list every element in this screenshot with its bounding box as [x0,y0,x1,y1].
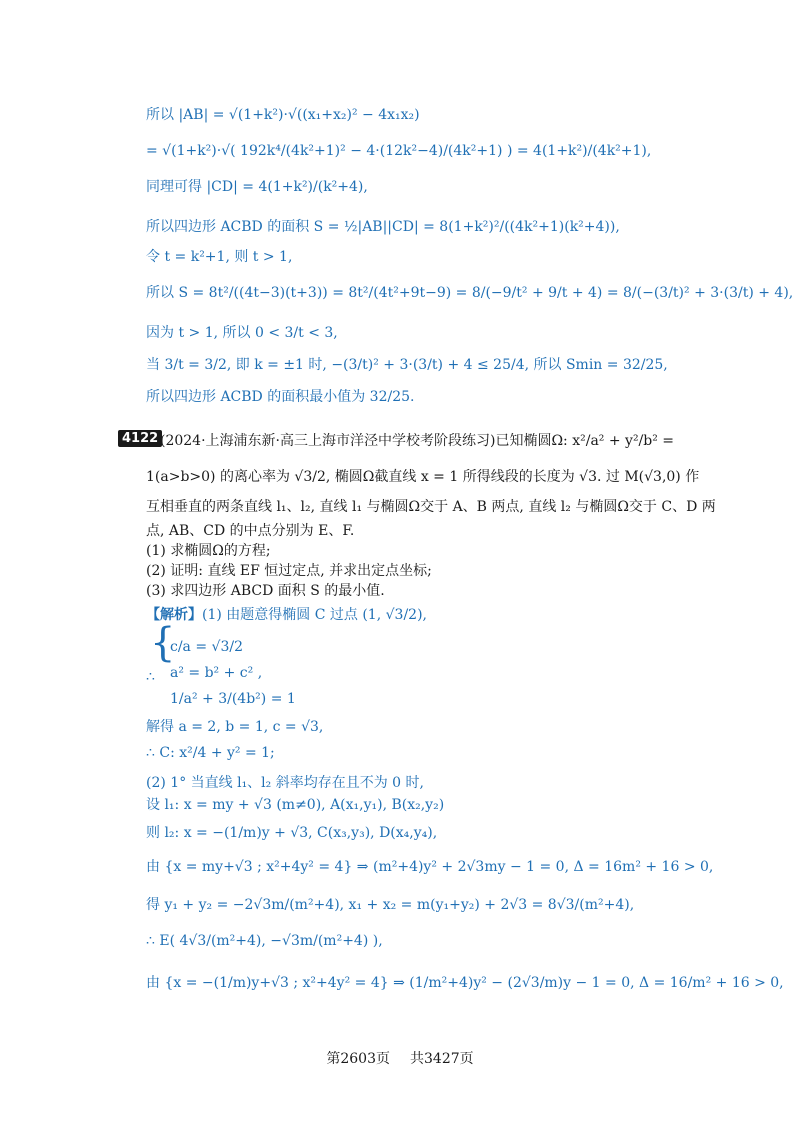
problem-line-5: (1) 求椭圆Ω的方程; [146,543,271,559]
analysis-line-6: 由 {x = my+√3 ; x²+4y² = 4} ⇒ (m²+4)y² + 2√3my − 1 = 0, Δ = 16m² + 16 > 0, [146,859,714,875]
solution-line-8: 当 3/t = 3/2, 即 k = ±1 时, −(3/t)² + 3·(3/t) + 4 ≤ 25/4, 所以 Smin = 32/25, [146,357,668,373]
analysis-line-7: 得 y₁ + y₂ = −2√3m/(m²+4), x₁ + x₂ = m(y₁+y₂) + 2√3 = 8√3/(m²+4), [146,897,635,913]
analysis-line-3: (2) 1° 当直线 l₁、l₂ 斜率均存在且不为 0 时, [146,775,424,791]
analysis-line-9: 由 {x = −(1/m)y+√3 ; x²+4y² = 4} ⇒ (1/m²+4)y² − (2√3/m)y − 1 = 0, Δ = 16/m² + 16 > 0, [146,975,784,991]
analysis-first-text: (1) 由题意得椭圆 C 过点 (1, √3/2), [202,607,427,623]
problem-number-badge: 4122 [118,430,162,447]
problem-line-6: (2) 证明: 直线 EF 恒过定点, 并求出定点坐标; [146,563,432,579]
system-eq-3: 1/a² + 3/(4b²) = 1 [170,691,296,707]
solution-line-9: 所以四边形 ACBD 的面积最小值为 32/25. [146,389,415,405]
page-footer [0,1048,800,1068]
analysis-line-8: ∴ E( 4√3/(m²+4), −√3m/(m²+4) ), [146,933,383,949]
problem-line-7: (3) 求四边形 ABCD 面积 S 的最小值. [146,583,385,599]
problem-line-2: 1(a>b>0) 的离心率为 √3/2, 椭圆Ω截直线 x = 1 所得线段的长度为 √3. 过 M(√3,0) 作 [146,469,700,485]
therefore-symbol: ∴ [146,669,155,685]
page-number: 第2603页 [326,1051,390,1067]
system-brace: { [150,620,176,666]
solution-line-3: 同理可得 |CD| = 4(1+k²)/(k²+4), [146,179,368,195]
solution-line-1: 所以 |AB| = √(1+k²)·√((x₁+x₂)² − 4x₁x₂) [146,107,420,123]
total-pages: 共3427页 [410,1051,474,1067]
analysis-line-1: 解得 a = 2, b = 1, c = √3, [146,719,324,735]
system-eq-1: c/a = √3/2 [170,639,243,655]
solution-line-2: = √(1+k²)·√( 192k⁴/(4k²+1)² − 4·(12k²−4)/(4k²+1) ) = 4(1+k²)/(4k²+1), [146,143,652,159]
analysis-first-line [146,604,427,626]
solution-line-4: 所以四边形 ACBD 的面积 S = ½|AB||CD| = 8(1+k²)²/((4k²+1)(k²+4)), [146,219,620,235]
analysis-line-4: 设 l₁: x = my + √3 (m≠0), A(x₁,y₁), B(x₂,y₂) [146,797,445,813]
solution-line-7: 因为 t > 1, 所以 0 < 3/t < 3, [146,325,338,341]
system-eq-2: a² = b² + c² , [170,665,263,681]
analysis-line-5: 则 l₂: x = −(1/m)y + √3, C(x₃,y₃), D(x₄,y₄), [146,825,438,841]
problem-line-4: 点, AB、CD 的中点分别为 E、F. [146,523,355,539]
solution-line-6: 所以 S = 8t²/((4t−3)(t+3)) = 8t²/(4t²+9t−9) = 8/(−9/t² + 9/t + 4) = 8/(−(3/t)² + 3·(3/t) + 4), [146,285,794,301]
analysis-line-2: ∴ C: x²/4 + y² = 1; [146,745,275,761]
solution-line-5: 令 t = k²+1, 则 t > 1, [146,249,293,265]
problem-line-3: 互相垂直的两条直线 l₁、l₂, 直线 l₁ 与椭圆Ω交于 A、B 两点, 直线 l₂ 与椭圆Ω交于 C、D 两 [146,499,716,515]
problem-line-1: (2024·上海浦东新·高三上海市洋泾中学校考阶段练习)已知椭圆Ω: x²/a² + y²/b² = [160,433,675,449]
analysis-tag: 【解析】 [146,607,202,623]
